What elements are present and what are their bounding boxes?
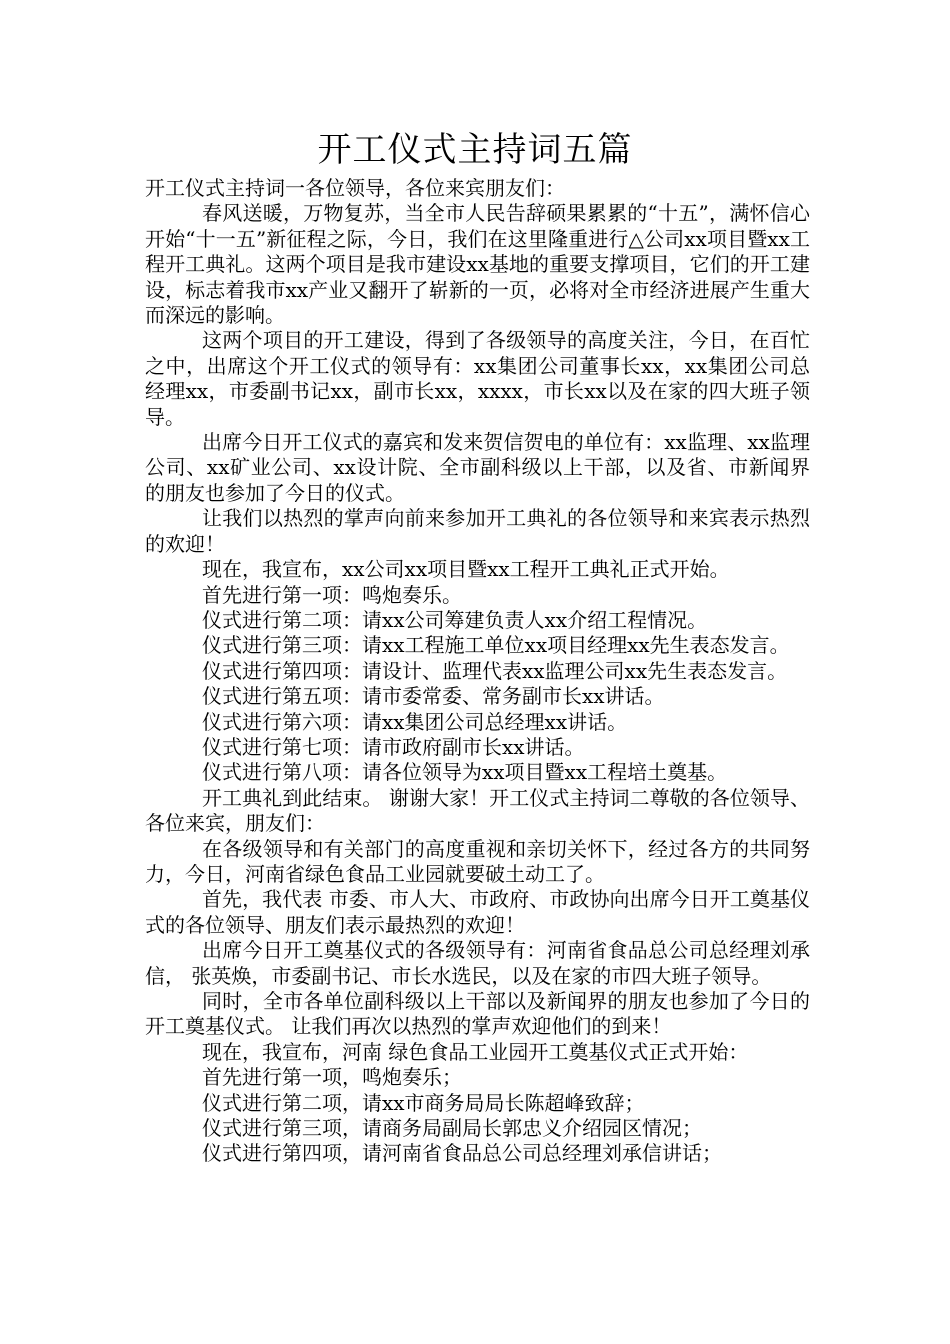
paragraph: 仪式进行第三项：请xx工程施工单位xx项目经理xx先生表态发言。	[202, 633, 790, 658]
paragraph: 开工典礼到此结束。 谢谢大家！开工仪式主持词二尊敬的各位领导、各位来宾，朋友们：	[145, 785, 810, 836]
paragraph: 仪式进行第五项：请市委常委、常务副市长xx讲话。	[202, 684, 665, 709]
paragraph: 仪式进行第七项：请市政府副市长xx讲话。	[202, 734, 585, 759]
page-title: 开工仪式主持词五篇	[317, 130, 633, 170]
paragraph: 开工仪式主持词一各位领导，各位来宾朋友们：	[145, 176, 565, 200]
document-body	[145, 176, 810, 1167]
paragraph: 出席今日开工奠基仪式的各级领导有：河南省食品总公司总经理刘承信， 张英焕，市委副书记、市长水选民，以及在家的市四大班子领导。	[145, 938, 810, 988]
paragraph: 同时，全市各单位副科级以上干部以及新闻界的朋友也参加了今日的开工奠基仪式。 让我们再次以热烈的掌声欢迎他们的到来！	[145, 989, 810, 1039]
paragraph: 出席今日开工仪式的嘉宾和发来贺信贺电的单位有：xx监理、xx监理公司、xx矿业公司、xx设计院、全市副科级以上干部，以及省、市新闻界的朋友也参加了今日的仪式。	[145, 430, 810, 505]
paragraph: 春风送暖，万物复苏，当全市人民告辞硕果累累的“十五”，满怀信心开始“十一五”新征程之际，今日，我们在这里隆重进行△公司xx项目暨xx工程开工典礼。这两个项目是我市建设xx基地的重要支撑项目，它们的开工建设，标志着我市xx产业又翻开了崭新的一页，必将对全市经济进展产生重大而深远的影响。	[145, 201, 810, 328]
paragraph: 首先，我代表 市委、市人大、市政府、市政协向出席今日开工奠基仪式的各位领导、朋友们表示最热烈的欢迎！	[145, 887, 810, 937]
paragraph: 现在，我宣布，xx公司xx项目暨xx工程开工典礼正式开始。	[202, 557, 730, 582]
paragraph: 这两个项目的开工建设，得到了各级领导的高度关注，今日，在百忙之中，出席这个开工仪式的领导有：xx集团公司董事长xx，xx集团公司总经理xx，市委副书记xx，副市长xx，xxxx，市长xx以及在家的四大班子领导。	[145, 328, 810, 429]
paragraph: 仪式进行第四项：请设计、监理代表xx监理公司xx先生表态发言。	[202, 658, 788, 683]
paragraph: 仪式进行第四项，请河南省食品总公司总经理刘承信讲话；	[202, 1141, 722, 1166]
paragraph: 在各级领导和有关部门的高度重视和亲切关怀下，经过各方的共同努力，今日，河南省绿色食品工业园就要破土动工了。	[145, 836, 810, 886]
paragraph: 现在，我宣布，河南 绿色食品工业园开工奠基仪式正式开始：	[202, 1039, 749, 1064]
paragraph: 首先进行第一项，鸣炮奏乐；	[202, 1065, 462, 1090]
paragraph: 首先进行第一项：鸣炮奏乐。	[202, 582, 462, 607]
paragraph: 仪式进行第二项，请xx市商务局局长陈超峰致辞；	[202, 1090, 645, 1115]
paragraph: 仪式进行第八项：请各位领导为xx项目暨xx工程培土奠基。	[202, 760, 728, 785]
paragraph: 让我们以热烈的掌声向前来参加开工典礼的各位领导和来宾表示热烈的欢迎！	[145, 506, 810, 556]
paragraph: 仪式进行第三项，请商务局副局长郭忠义介绍园区情况；	[202, 1116, 702, 1141]
paragraph: 仪式进行第六项：请xx集团公司总经理xx讲话。	[202, 709, 628, 734]
paragraph: 仪式进行第二项：请xx公司筹建负责人xx介绍工程情况。	[202, 607, 708, 632]
